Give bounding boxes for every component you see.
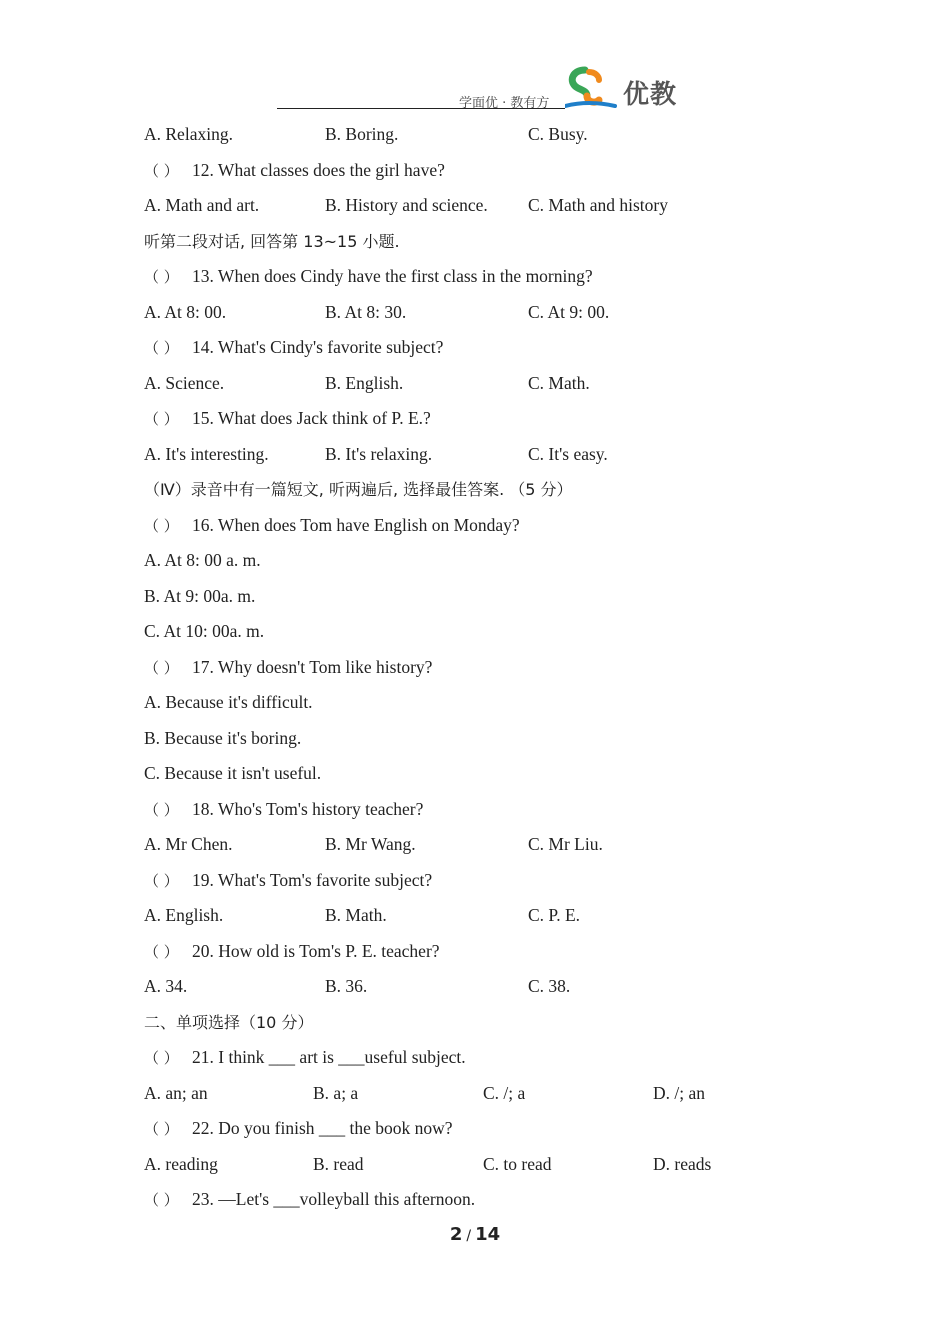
question-text: 12. What classes does the girl have?: [192, 159, 445, 180]
options-row: [144, 437, 844, 473]
option-d: D. /; an: [653, 1082, 706, 1103]
question-text: 15. What does Jack think of P. E.?: [192, 408, 431, 428]
options-row: [144, 366, 844, 402]
option-c: C. Math.: [528, 372, 590, 393]
question-text: 17. Why doesn't Tom like history?: [192, 656, 433, 677]
option-a: A. At 8: 00 a. m.: [144, 550, 261, 570]
option-c: C. At 9: 00.: [528, 301, 610, 322]
option-a: A. Science.: [144, 372, 225, 393]
question-text: 23. —Let's ___volleyball this afternoon.: [192, 1189, 476, 1209]
option-b: B. It's relaxing.: [325, 443, 433, 464]
option-c: C. At 10: 00a. m.: [144, 621, 265, 641]
options-row: [144, 827, 844, 863]
question-22: [144, 1111, 844, 1147]
answer-paren: （ ）: [144, 1049, 179, 1067]
option-c: C. Mr Liu.: [528, 834, 603, 854]
question-13: [144, 259, 844, 295]
options-row: [144, 1076, 844, 1112]
logo-text: 优教: [623, 80, 678, 110]
option-b: B. Boring.: [325, 124, 399, 144]
section-instruction: 听第二段对话, 回答第 13~15 小题.: [144, 231, 400, 251]
option-a: A. reading: [144, 1153, 218, 1174]
header-slogan: 学面优 · 教有方: [459, 96, 550, 111]
option-a: A. Relaxing.: [144, 124, 233, 144]
question-17: [144, 650, 844, 686]
option-c: C. /; a: [483, 1082, 526, 1103]
options-row: [144, 969, 844, 1005]
question-text: 18. Who's Tom's history teacher?: [192, 798, 424, 819]
exam-content: [144, 117, 844, 1218]
question-12: [144, 153, 844, 189]
option-c: C. 38.: [528, 976, 571, 996]
option-b: B. At 8: 30.: [325, 301, 407, 322]
question-text: 22. Do you finish ___ the book now?: [192, 1118, 453, 1138]
option-b: B. Because it's boring.: [144, 727, 302, 748]
question-text: 13. When does Cindy have the first class in the morning?: [192, 266, 593, 286]
answer-paren: （ ）: [144, 942, 179, 961]
option-a: A. At 8: 00.: [144, 301, 227, 322]
question-text: 21. I think ___ art is ___useful subject.: [192, 1047, 466, 1067]
answer-paren: （ ）: [144, 658, 179, 677]
option-a: A. Math and art.: [144, 195, 260, 215]
option-d: D. reads: [653, 1153, 712, 1174]
brand-logo: [565, 66, 685, 112]
option-b: B. read: [313, 1153, 364, 1174]
option-c: C. Because it isn't useful.: [144, 763, 322, 783]
option-b: B. a; a: [313, 1082, 359, 1103]
option-a: A. 34.: [144, 976, 188, 996]
question-text: 19. What's Tom's favorite subject?: [192, 869, 433, 890]
question-23: [144, 1182, 844, 1218]
page-separator: /: [466, 1228, 472, 1244]
answer-paren: （ ）: [144, 516, 179, 535]
answer-paren: （ ）: [144, 871, 179, 890]
option-a: A. English.: [144, 905, 224, 925]
question-14: [144, 330, 844, 366]
option-c: C. It's easy.: [528, 443, 608, 464]
option-c: C. to read: [483, 1153, 552, 1174]
question-18: [144, 792, 844, 828]
option-b: B. Mr Wang.: [325, 834, 416, 854]
answer-paren: （ ）: [144, 1191, 179, 1209]
options-row: [144, 1147, 844, 1183]
option-a: A. Because it's difficult.: [144, 692, 313, 712]
options-row: [144, 188, 844, 224]
options-row: [144, 295, 844, 331]
question-text: 16. When does Tom have English on Monday?: [192, 514, 520, 535]
answer-paren: （ ）: [144, 268, 179, 286]
option-a: A. It's interesting.: [144, 443, 269, 464]
logo-mark-icon: [565, 66, 623, 112]
option-a: A. Mr Chen.: [144, 834, 233, 854]
option-b: B. At 9: 00a. m.: [144, 585, 256, 606]
current-page: 2: [449, 1224, 463, 1245]
option-b: B. Math.: [325, 905, 387, 925]
page-header: [277, 62, 697, 112]
answer-paren: （ ）: [144, 161, 179, 180]
answer-paren: （ ）: [144, 800, 179, 819]
option-c: C. P. E.: [528, 905, 581, 925]
options-row: [144, 117, 844, 153]
option-b: B. 36.: [325, 976, 368, 996]
option-b: B. English.: [325, 372, 404, 393]
option-a: A. an; an: [144, 1082, 208, 1103]
answer-paren: （ ）: [144, 410, 179, 428]
option-c: C. Busy.: [528, 124, 588, 144]
options-row: [144, 898, 844, 934]
question-16: [144, 508, 844, 544]
answer-paren: （ ）: [144, 339, 179, 357]
option-c: C. Math and history: [528, 195, 668, 215]
question-20: [144, 934, 844, 970]
part-heading: 二、单项选择（10 分）: [144, 1012, 314, 1032]
question-21: [144, 1040, 844, 1076]
section-heading: （Ⅳ）录音中有一篇短文, 听两遍后, 选择最佳答案. （5 分）: [144, 480, 573, 499]
question-text: 20. How old is Tom's P. E. teacher?: [192, 940, 440, 961]
page-number: [0, 1224, 950, 1245]
question-text: 14. What's Cindy's favorite subject?: [192, 337, 444, 357]
total-pages: 14: [475, 1224, 501, 1245]
option-b: B. History and science.: [325, 195, 488, 215]
question-19: [144, 863, 844, 899]
answer-paren: （ ）: [144, 1120, 179, 1138]
question-15: [144, 401, 844, 437]
